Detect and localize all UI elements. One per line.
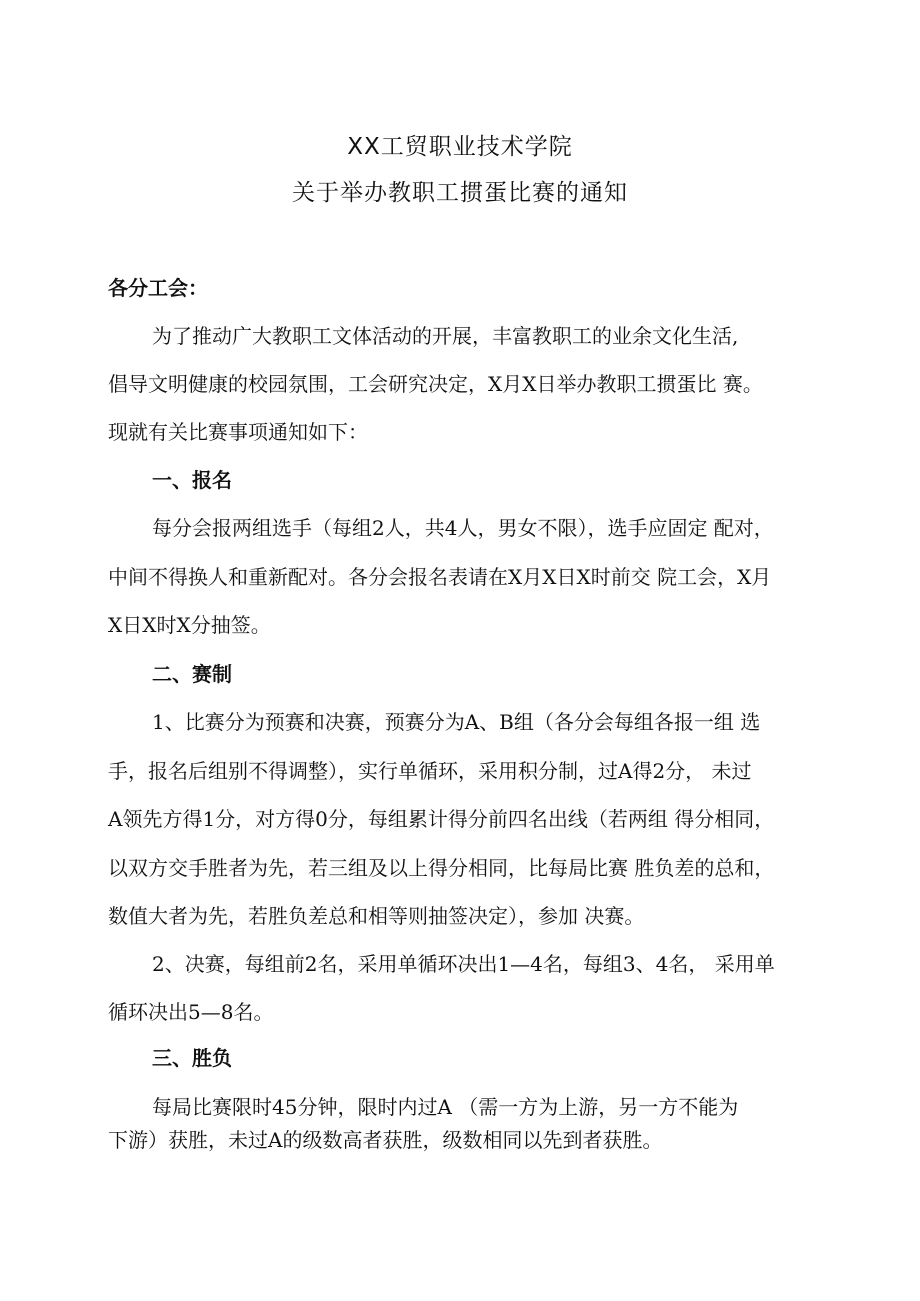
document-title-institution: XX工贸职业技术学院 [347,134,573,160]
format-para1-line-5: 数值大者为先，若胜负差总和相等则抽签决定），参加 决赛。 [108,904,645,928]
registration-line-2: 中间不得换人和重新配对。各分会报名表请在X月X日X时前交 院工会，X月 [108,565,772,589]
format-para2-line-2: 循环决出5—8名。 [108,1000,274,1024]
result-line-1: 每局比赛限时45分钟，限时内过A （需一方为上游，另一方不能为 [152,1095,739,1119]
section-heading-registration: 一、报名 [152,468,232,492]
intro-line-3: 现就有关比赛事项通知如下： [108,420,368,444]
section-heading-result: 三、胜负 [152,1046,232,1070]
intro-line-1: 为了推动广大教职工文体活动的开展，丰富教职工的业余文化生活, [152,324,739,348]
format-para1-line-3: A领先方得1分，对方得0分，每组累计得分前四名出线（若两组 得分相同， [108,807,775,831]
document-title-notice: 关于举办教职工掼蛋比赛的通知 [292,180,628,206]
format-para1-line-2: 手，报名后组别不得调整），实行单循环，采用积分制，过A得2分， 未过 [108,759,752,783]
format-para1-line-4: 以双方交手胜者为先，若三组及以上得分相同，比每局比赛 胜负差的总和， [108,856,775,880]
intro-line-2: 倡导文明健康的校园氛围，工会研究决定，X月X日举办教职工掼蛋比 赛。 [108,372,763,396]
registration-line-3: X日X时X分抽签。 [108,613,271,637]
registration-line-1: 每分会报两组选手（每组2人，共4人，男女不限），选手应固定 配对， [152,516,774,540]
result-line-2: 下游）获胜，未过A的级数高者获胜，级数相同以先到者获胜。 [108,1128,663,1152]
format-para2-line-1: 2、决赛，每组前2名，采用单循环决出1—4名，每组3、4名， 采用单 [152,952,775,976]
format-para1-line-1: 1、比赛分为预赛和决赛，预赛分为A、B组（各分会每组各报一组 选 [152,710,761,734]
section-heading-format: 二、赛制 [152,662,232,686]
salutation: 各分工会： [108,276,208,300]
